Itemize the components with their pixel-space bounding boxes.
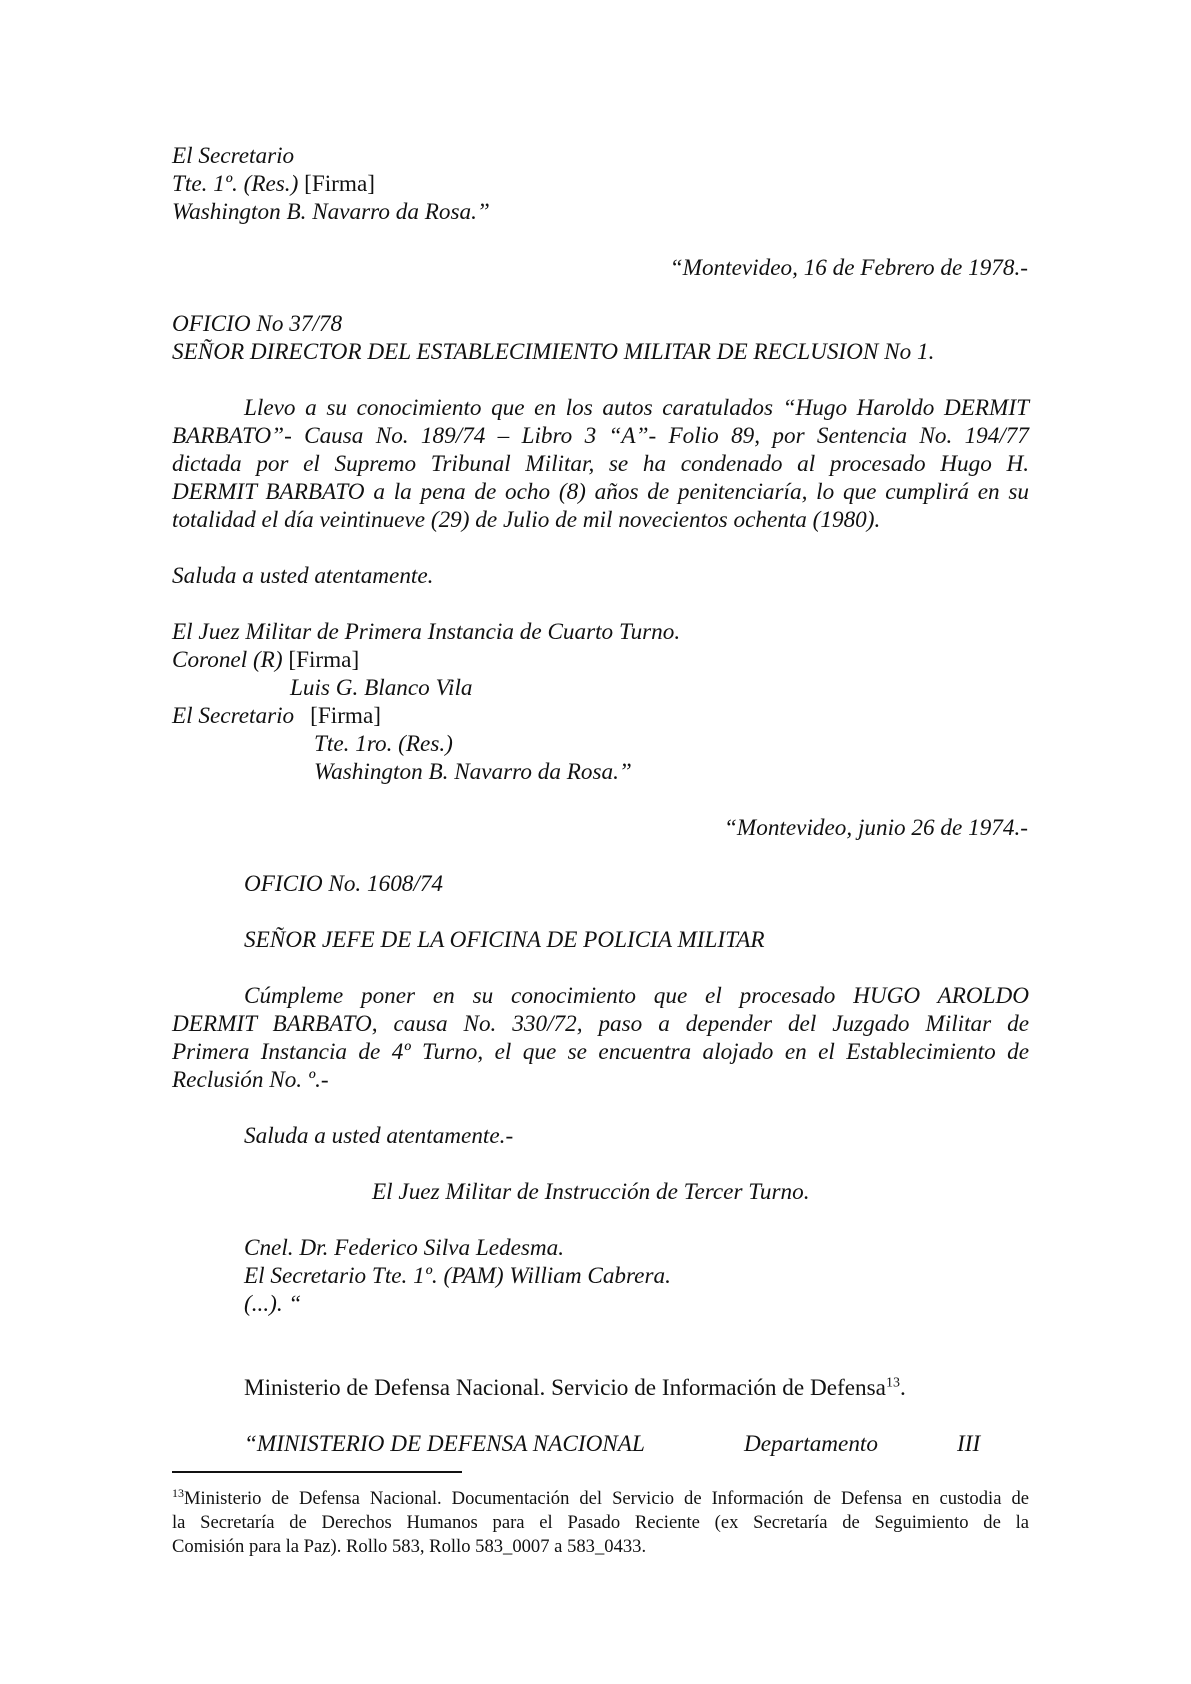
judge-rank-line [172, 646, 359, 674]
ellipsis-line: (...). “ [244, 1291, 302, 1317]
secretary-name: Washington B. Navarro da Rosa.” [314, 759, 632, 785]
oficio-closing: Saluda a usted atentamente. [172, 563, 434, 589]
signature-mark: [Firma] [298, 171, 375, 197]
secretary-title: El Secretario [172, 143, 295, 169]
section-heading [244, 1374, 906, 1402]
signature-mark: [Firma] [310, 703, 381, 729]
oficio-addressee: SEÑOR JEFE DE LA OFICINA DE POLICIA MILITAR [244, 927, 765, 953]
judge-name: Luis G. Blanco Vila [290, 675, 473, 701]
oficio-body-line: DERMIT BARBATO a la pena de ocho (8) años de penitenciaría, lo que cumplirá en su [172, 479, 1029, 505]
secretary-name: Washington B. Navarro da Rosa.” [172, 199, 490, 225]
oficio-body-line: Llevo a su conocimiento que en los autos caratulados “Hugo Haroldo DERMIT [244, 395, 1029, 421]
ministry-header-mid: Departamento [744, 1431, 878, 1457]
secretary-rank: Tte. 1º. (Res.) [172, 171, 299, 197]
judge-title: El Juez Militar de Instrucción de Tercer Turno. [372, 1179, 810, 1205]
oficio-addressee: SEÑOR DIRECTOR DEL ESTABLECIMIENTO MILITAR DE RECLUSION No 1. [172, 339, 935, 365]
oficio-body-line: BARBATO”- Causa No. 189/74 – Libro 3 “A”- Folio 89, por Sentencia No. 194/77 [172, 423, 1029, 449]
date-line-1978: “Montevideo, 16 de Febrero de 1978.- [669, 255, 1028, 281]
footnote-line [172, 1487, 1029, 1511]
oficio-body-line: dictada por el Supremo Tribunal Militar, se ha condenado al procesado Hugo H. [172, 451, 1029, 477]
footnote-separator [172, 1471, 462, 1473]
ministry-header-right: III [957, 1431, 981, 1457]
judge-rank: Coronel (R) [172, 647, 283, 673]
judge-title: El Juez Militar de Primera Instancia de Cuarto Turno. [172, 619, 681, 645]
secretary-line: El Secretario Tte. 1º. (PAM) William Cabrera. [244, 1263, 671, 1289]
secretary-signature-line [172, 702, 381, 730]
oficio-body-line: DERMIT BARBATO, causa No. 330/72, paso a depender del Juzgado Militar de [172, 1011, 1029, 1037]
oficio-body-line: Primera Instancia de 4º Turno, el que se encuentra alojado en el Establecimiento de [172, 1039, 1029, 1065]
section-heading-text: Ministerio de Defensa Nacional. Servicio de Información de Defensa [244, 1375, 886, 1401]
signer-name: Cnel. Dr. Federico Silva Ledesma. [244, 1235, 565, 1261]
oficio-number: OFICIO No 37/78 [172, 311, 343, 337]
footnote-reference: 13 [885, 1375, 900, 1391]
oficio-body-line: Cúmpleme poner en su conocimiento que el procesado HUGO AROLDO [244, 983, 1029, 1009]
secretary-rank-line [172, 170, 375, 198]
signature-mark: [Firma] [282, 647, 360, 673]
footnote-line: Comisión para la Paz). Rollo 583, Rollo 583_0007 a 583_0433. [172, 1536, 647, 1557]
footnote-line: la Secretaría de Derechos Humanos para el Pasado Reciente (ex Secretaría de Seguimiento de la [172, 1512, 1029, 1533]
oficio-body-line: totalidad el día veintinueve (29) de Julio de mil novecientos ochenta (1980). [172, 507, 881, 533]
oficio-number: OFICIO No. 1608/74 [244, 871, 444, 897]
date-line-1974: “Montevideo, junio 26 de 1974.- [724, 815, 1028, 841]
footnote-text: Ministerio de Defensa Nacional. Documentación del Servicio de Información de Defensa en custodia de [184, 1488, 1029, 1509]
secretary-rank: Tte. 1ro. (Res.) [314, 731, 453, 757]
oficio-closing: Saluda a usted atentamente.- [244, 1123, 514, 1149]
footnote-mark: 13 [172, 1485, 184, 1500]
ministry-header-left: “MINISTERIO DE DEFENSA NACIONAL [244, 1431, 645, 1457]
oficio-body-line: Reclusión No. º.- [172, 1067, 329, 1093]
secretary-title: El Secretario [172, 703, 295, 729]
section-heading-period: . [899, 1375, 906, 1401]
